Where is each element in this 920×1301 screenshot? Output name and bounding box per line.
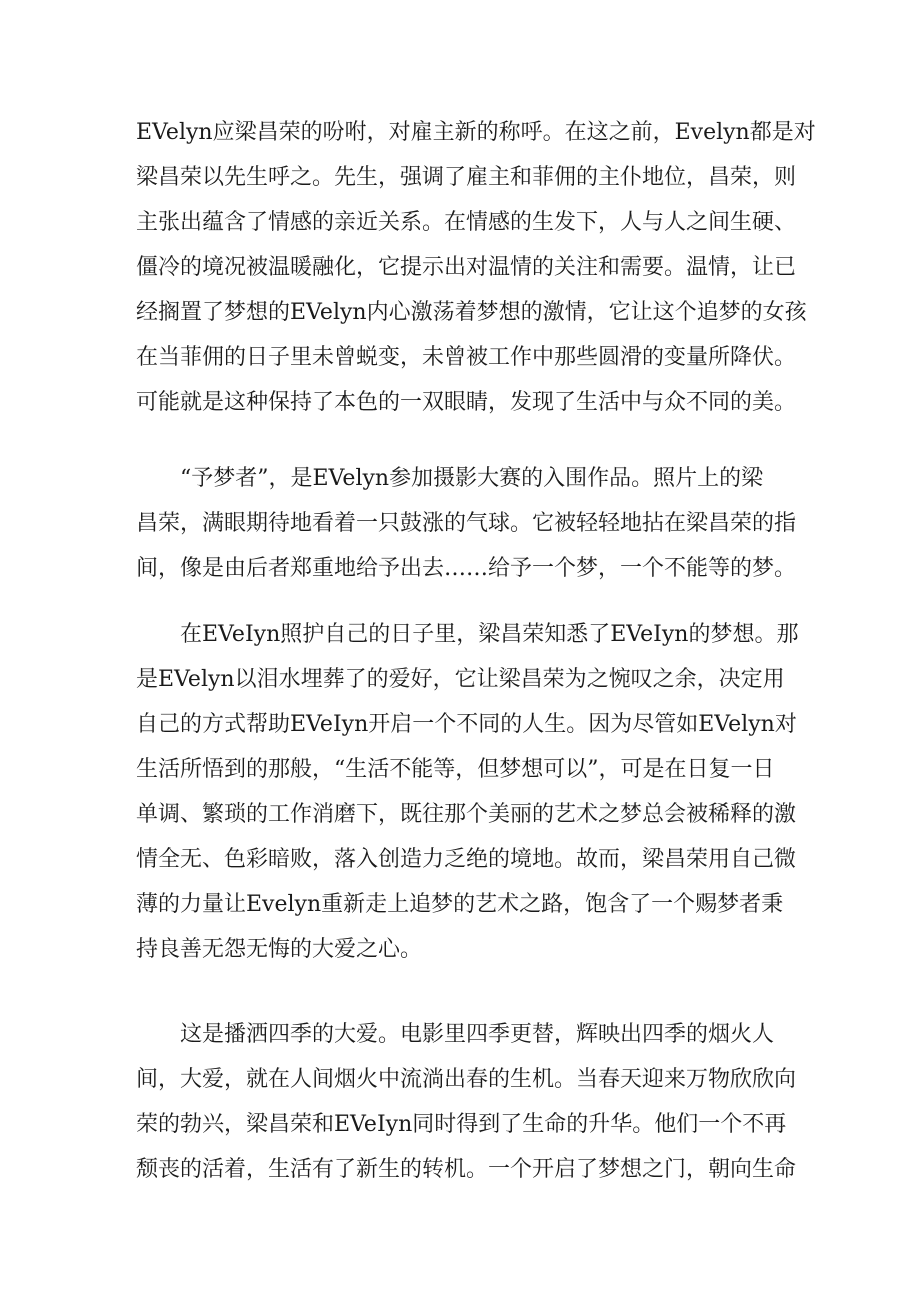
text-line: 间，大爱，就在人间烟火中流淌出春的生机。当春天迎来万物欣欣向: [136, 1067, 797, 1092]
paragraph-1: [136, 110, 816, 425]
text-line: 持良善无怨无悔的大爱之心。: [136, 937, 423, 962]
text-line: 主张出蕴含了情感的亲近关系。在情感的生发下，人与人之间生硬、: [136, 210, 797, 235]
text-line: 生活所悟到的那般，“生活不能等，但梦想可以”，可是在日复一日: [136, 757, 775, 782]
text-line: 在EVeIyn照护自己的日子里，梁昌荣知悉了EVeIyn的梦想。那: [180, 622, 799, 647]
text-line: 经搁置了梦想的EVelyn内心激荡着梦想的激情，它让这个追梦的女孩: [136, 300, 807, 325]
text-line: 这是播洒四季的大爱。电影里四季更替，辉映出四季的烟火人: [180, 1022, 775, 1047]
text-line: 在当菲佣的日子里未曾蜕变，未曾被工作中那些圆滑的变量所降伏。: [136, 345, 797, 370]
text-line: 薄的力量让Evelyn重新走上追梦的艺术之路，饱含了一个赐梦者秉: [136, 892, 784, 917]
paragraph-4: [136, 1012, 796, 1192]
text-line: 昌荣，满眼期待地看着一只鼓涨的气球。它被轻轻地拈在梁昌荣的指: [136, 511, 797, 536]
text-line: “予梦者”，是EVelyn参加摄影大赛的入围作品。照片上的梁: [180, 466, 764, 491]
text-line: 梁昌荣以先生呼之。先生，强调了雇主和菲佣的主仆地位，昌荣，则: [136, 165, 797, 190]
text-line: 荣的勃兴，梁昌荣和EVeIyn同时得到了生命的升华。他们一个不再: [136, 1112, 787, 1137]
text-line: 情全无、色彩暗败，落入创造力乏绝的境地。故而，梁昌荣用自己微: [136, 847, 797, 872]
paragraph-2: [136, 456, 796, 591]
text-line: 是EVelyn以泪水埋葬了的爱好，它让梁昌荣为之惋叹之余，决定用: [136, 667, 785, 692]
text-line: 可能就是这种保持了本色的一双眼睛，发现了生活中与众不同的美。: [136, 390, 797, 415]
paragraph-3: [136, 612, 799, 972]
text-line: 单调、繁琐的工作消磨下，既往那个美丽的艺术之梦总会被稀释的激: [136, 802, 797, 827]
text-line: 僵冷的境况被温暖融化，它提示出对温情的关注和需要。温情，让已: [136, 255, 797, 280]
text-line: 颓丧的活着，生活有了新生的转机。一个开启了梦想之门，朝向生命: [136, 1157, 797, 1182]
text-line: 自己的方式帮助EVeIyn开启一个不同的人生。因为尽管如EVelyn对: [136, 712, 797, 737]
text-line: EVelyn应梁昌荣的吩咐，对雇主新的称呼。在这之前，Evelyn都是对: [136, 120, 816, 145]
text-line: 间，像是由后者郑重地给予出去……给予一个梦，一个不能等的梦。: [136, 556, 797, 581]
